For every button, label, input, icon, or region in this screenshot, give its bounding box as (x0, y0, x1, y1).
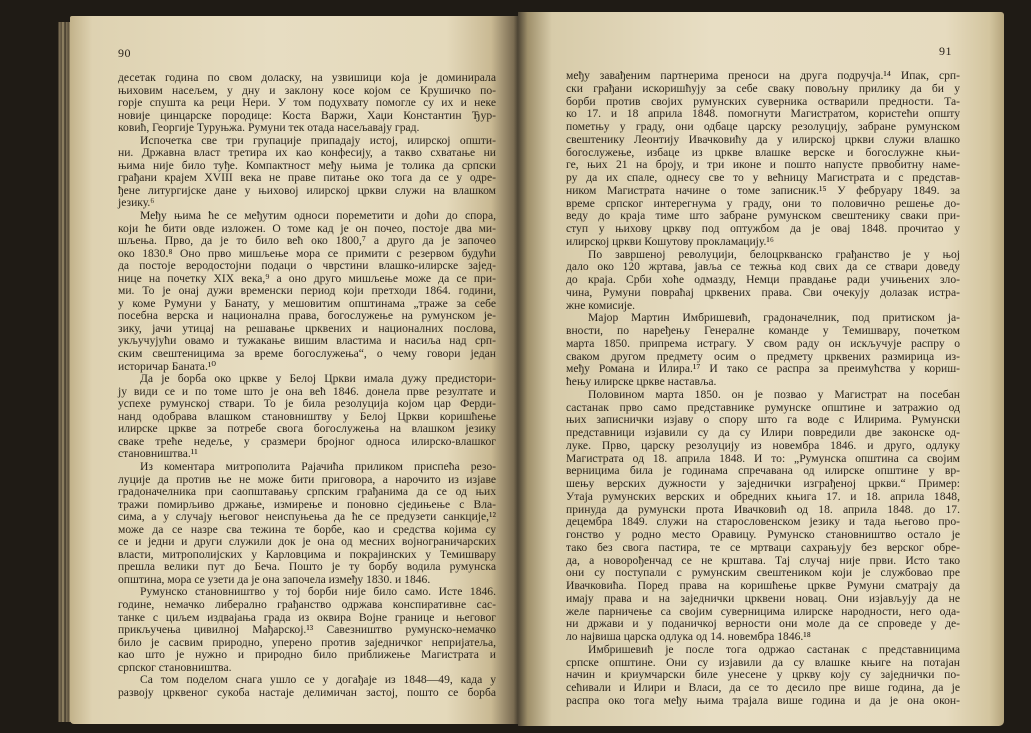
text-line: По завршеној револуцији, белоцркванско грађанство је у њој (588, 247, 960, 261)
text-line: новије цинцарске породице: Коста Варжи, Хаџи Константин Ђур- (118, 108, 496, 122)
text-line: жне комисије. (566, 298, 636, 312)
text-line: шљења. Прво, да је то било већ око 1800,⁷ а друго да је започео (118, 234, 496, 248)
text-line: посебна верска и национална права, богослужење на румунском је- (118, 309, 496, 323)
text-line: десетак година по свом доласку, на узвишици која је доминирала (118, 71, 496, 84)
text-line: године, немачко либерално грађанство одржава конспиративне сас- (118, 597, 496, 611)
text-line: развоју црквеног сукоба настаје делимичан застој, пошто се борба (118, 685, 496, 699)
text-line: сваке треће недеље, у сразмери бројног односа илирско-влашког (118, 434, 496, 448)
text-line: око 1830.⁸ Оно прво мишљење мора се примити с резервом будући (118, 246, 496, 260)
paragraph (118, 674, 496, 699)
paragraph (566, 389, 960, 644)
paragraph (118, 135, 496, 210)
text-line: Магистрата од 18. априла 1848. И то: „Румунска општина са својим (566, 451, 960, 465)
text-line: зику, јачи утицај на решавање црквених и националних послова, (118, 321, 496, 335)
paragraph (118, 210, 496, 373)
text-line: Половином марта 1850. он је позвао у Магистрат на посебан (588, 387, 960, 401)
text-line: Испочетка све три групације припадају истој, илирској општи- (140, 133, 496, 147)
text-line: састанак прво само представнике румунске општине и затражио од (566, 400, 960, 414)
text-line: ге, њих 21 на броју, и три иконе и пошто напусте првобитну наме- (566, 158, 960, 172)
paragraph (566, 312, 960, 389)
text-line: тражи помирљиво држање, измирење и поновно сједињење с Вла- (118, 497, 496, 511)
text-line: дало око 120 жртава, јавља се тежња код свих да се ствари доведу (566, 260, 960, 274)
text-line: желе парничење са својим суверницима илирске народности, него ода- (566, 604, 960, 618)
text-line: сваком другом предмету осим о предмету црквених размирица из- (566, 349, 960, 363)
text-line: свештенику Леонтију Ивачковићу да у илирској цркви служи влашко (566, 132, 960, 146)
text-line: прешла велики пут до Беча. Пошто је ту борбу водила румунска (118, 560, 496, 574)
text-line: ником Магистрата начине о томе записник.¹⁵ У фебруару 1849. за (566, 183, 960, 197)
text-line: као што је нужно и природно било приближење Магистрата и (118, 648, 496, 662)
text-line: општина, мора се узети да је она започела између 1830. и 1846. (118, 572, 431, 586)
left-page-text (118, 72, 496, 699)
text-line: ко 17. и 18 априла 1848. помогнути Магистратом, користећи општу (566, 107, 960, 121)
paragraph (118, 461, 496, 586)
text-line: до краја. Срби хоће одмазду, Немци правдање ради учињених зло- (566, 273, 960, 286)
text-line: међу завађеним партнерима преноси на друга подручја.¹⁴ Ипак, срп- (566, 69, 960, 82)
text-line: децембра 1849. служи на старословенском језику и тада његово про- (566, 515, 960, 529)
page-number-right: 91 (939, 44, 952, 58)
text-line: Међу њима ће се међутим односи пореметити и доћи до спора, (140, 209, 496, 223)
text-line: ским свештеницима за време богослужења“, о чему говори један (118, 347, 496, 361)
text-line: илирској цркви Кошутову прокламацију.¹⁶ (566, 234, 774, 248)
text-line: прикључења цивилној Мађарској.¹³ Савезништво румунско-немачко (118, 623, 496, 637)
paragraph (566, 644, 960, 708)
text-line: да постоје веродостојни подаци о чврстини влашко-илирске зајед- (118, 259, 496, 273)
paragraph (566, 249, 960, 313)
text-line: власти, митрополијских у Карловцима и покрајинских у Темишвару (118, 547, 496, 561)
text-line: представници изјавили су да су Илири повредили две законске од- (566, 426, 960, 439)
text-line: становништва.¹¹ (118, 447, 198, 461)
text-line: пометњу у граду, они одбаце царску резолуцију, забране румунском (566, 120, 960, 133)
text-line: се и једни и други служили док је она од месних војнограничарских (118, 535, 496, 549)
text-line: нанд одобрава влашком становништву у Белој Цркви коришћење (118, 409, 496, 423)
text-line: принуда да румунски прота Ивачковић од 18. априла 1848. до 17. (566, 502, 960, 516)
text-line: који ће бити овде изложен. О томе кад је он почео, постоје два ми- (118, 221, 496, 235)
text-line: време српског интерегнума у граду, они то половично решење до- (566, 196, 960, 210)
text-line: Из коментара митрополита Рајачића приликом приспећа резо- (140, 459, 496, 473)
text-line: веду до краја тиме што забране румунском свештенику сваки при- (566, 209, 960, 223)
text-line: ћењу илирске цркве наставља. (566, 375, 717, 388)
text-line: начин и криумчарски биле унесене у цркву коју су заједнички по- (566, 668, 960, 682)
paragraph (566, 70, 960, 249)
text-line: њима није било туђе. Компактност међу њима је толика да српски (118, 158, 496, 172)
text-line: њих записнички изјаву о спору што га воде с Илирима. Румунски (566, 413, 960, 427)
text-line: њиховим насељем, у дну и заклону косе којом се Крушичко по- (118, 83, 496, 97)
text-line: језику.⁶ (118, 196, 155, 210)
text-line: ковић, Георгије Туруњжа. Румуни тек отада насељавају град. (118, 121, 420, 135)
text-line: грађани крајем XVIII века не праве питање око тога да се у одре- (118, 171, 496, 185)
text-line: луције да против ње не може бити приговора, а нарочито из изјаве (118, 472, 496, 486)
text-line: сима, а у случају његовог неиспуњења да ће се предузети санкције,¹² (118, 510, 496, 524)
text-line: Ивачковића. Поред права на коришћење цркве Румуни сматрају да (566, 579, 960, 592)
text-line: ју види се и по томе што је она већ 1846. донела прве резултате и (118, 384, 496, 398)
text-line: историчар Баната.¹⁰ (118, 359, 216, 373)
text-line: српског становништва. (118, 660, 232, 674)
text-line: Да је борба око цркве у Белој Цркви имала дужу предистори- (140, 372, 496, 386)
text-line: вности, по наређењу Генералне команде у Темишвару, почетком (566, 324, 960, 337)
text-line: ми. То је онај дужи временски период који претходи 1864. години, (118, 284, 496, 298)
text-line: илирске цркве за потребе свога богослужења на влашком језику (118, 422, 496, 436)
text-line: ђене литургијске дане у њиховој илирској цркви служи на влашком (118, 183, 496, 197)
text-line: ру да их спале, однесу све то у већницу Магистрата и с представ- (566, 171, 960, 184)
text-line: Румунско становништво у тој борби није било само. Исте 1846. (140, 585, 496, 599)
text-line: борби против својих румунских суверника остварили предности. Та- (566, 94, 960, 108)
text-line: ло највиша царска одлука од 14. новембра 1846.¹⁸ (566, 630, 811, 643)
text-line: успехе румунској ствари. То је била резолуција којом цар Ферди- (118, 397, 496, 411)
text-line: тако без свога пастира, те се мртваци сахрањују без верског обре- (566, 540, 960, 554)
text-line: да, а новорођенчад се не крштава. Тај случај није први. Исто тако (566, 553, 960, 567)
text-line: Имбришевић је после тога одржао састанак с представницима (588, 642, 960, 656)
text-line: у коме Румуни у Банату, у мешовитим општинама „траже за себе (118, 296, 496, 310)
text-line: богослужење, избаце из цркве влашке верске и богослужне књи- (566, 145, 960, 159)
text-line: било је сасвим природно, уперено против заједничког непријатеља, (118, 635, 496, 649)
text-line: нице на почетку XIX века,⁹ а оно друго мишљење може да се при- (118, 271, 496, 285)
right-page-text (566, 70, 960, 708)
text-line: ски грађани искоришћују за себе сваку повољну прилику да би у (566, 81, 960, 95)
paragraph (118, 586, 496, 674)
paragraph (118, 373, 496, 461)
text-line: ни држави и у поданичкој верности они моле да се спроведе у де- (566, 617, 960, 631)
text-line: ни. Државна власт третира их као конфесију, а такво схватање ни (118, 146, 496, 160)
paragraph (118, 72, 496, 135)
text-line: међу Романа и Илира.¹⁷ И тако се распра за преимућства у кориш- (566, 362, 960, 376)
text-line: Мајор Мартин Имбришевић, градоначелник, под притиском ја- (588, 311, 960, 325)
text-line: горје спушта ка реци Нери. У том подухвату помогле су их и неке (118, 96, 496, 110)
text-line: сећивали и Илири и Власи, да се то десило пре више година, да је (566, 681, 960, 694)
text-line: може да се назре сва тежина те борбе, као и средства којима су (118, 522, 496, 536)
text-line: укључујући овамо и тужакање вишим властима и насиља над срп- (118, 334, 496, 348)
text-line: гонство у родно место Оравицу. Румунско становништво остало је (566, 528, 960, 541)
text-line: танке с циљем издвајања града из оквира Војне границе и његовог (118, 610, 496, 624)
text-line: распра око тога међу њима трајала више година и да је она окон- (566, 693, 960, 707)
text-line: луке. Прво, царску резолуцију из новембра 1846. и друго, одлуку (566, 438, 960, 452)
text-line: Са том поделом снага ушло се у догађаје из 1848—49, када у (140, 673, 496, 687)
text-line: марта 1850. припрема истрагу. У свом раду он искључује распру о (566, 336, 960, 350)
text-line: српске општине. Они су изјавили да су влашке књиге на потајан (566, 655, 960, 669)
text-line: шењу верских дужности у заједнички изграђеној цркви.“ Пример: (566, 477, 960, 490)
text-line: верницима била је годинама спречавана од илирске општине у вр- (566, 464, 960, 478)
text-line: они су поступали с румунским свештеником који је службовао пре (566, 566, 960, 580)
text-line: градоначелника при саопштавању српским грађанима да се од њих (118, 485, 496, 499)
text-line: ступ у њихову цркву под оптужбом да је овај 1848. прочитао у (566, 222, 960, 235)
text-line: имају права и на заједнички црквени новац. Они изјављују да не (566, 591, 960, 605)
text-line: Утаја румунских верских и обредних књига 17. и 18. априла 1848, (566, 489, 960, 503)
text-line: чина, Румуни повраћај црквених права. Сви очекују долазак истра- (566, 285, 960, 299)
page-number-left: 90 (118, 46, 131, 60)
